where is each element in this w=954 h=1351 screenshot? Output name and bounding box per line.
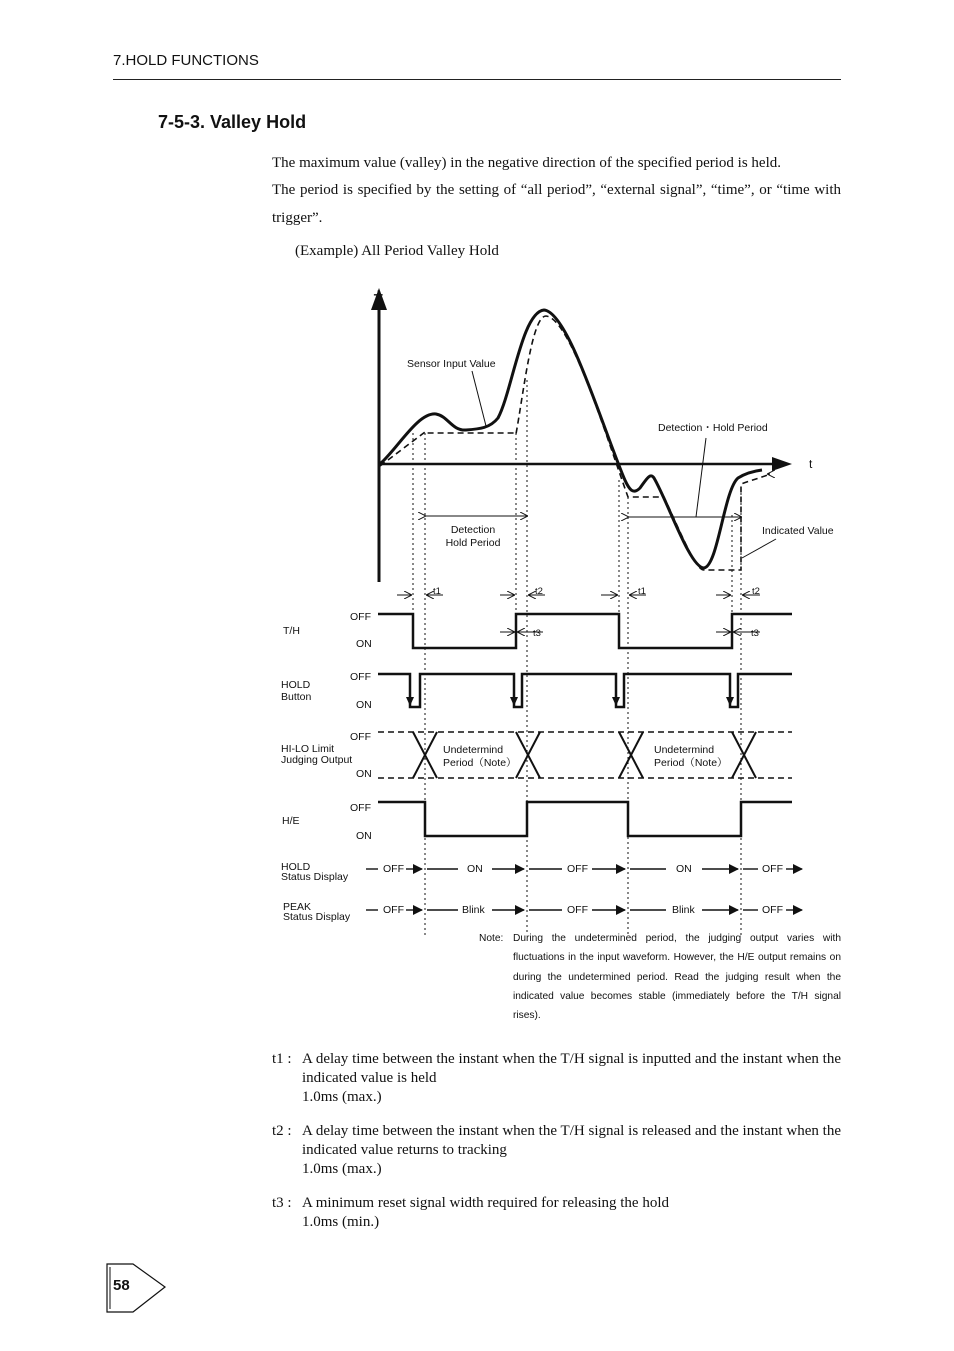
sensor-input-curve [380,310,762,568]
definition-description: A delay time between the instant when the T/H signal is released and the instant when the indicated value returns to tracking [302,1123,841,1158]
definition-description: A delay time between the instant when the T/H signal is inputted and the instant when the indicated value is held [302,1051,841,1086]
indicated-value-leader [742,539,776,558]
hold-button-on-label: ON [356,699,372,711]
undetermined-period-label-1: Period（Note） [443,757,517,769]
undetermined-label-2: Undetermind [654,744,715,756]
hold-button-label-line-2: Button [281,691,312,703]
hold-status-on-1: ON [467,863,483,875]
peak-status-off-2: OFF [567,904,588,916]
undetermined-period-label-2: Period（Note） [654,757,728,769]
definition-value: 1.0ms (max.) [302,1161,382,1177]
diagram-note [479,929,841,1025]
hold-status-label-line-1: HOLD [281,861,311,873]
t1-label-1: t1 [433,586,441,597]
detection-label: Detection [450,524,496,536]
undetermined-label-1: Undetermind [443,744,504,756]
note-text: During the undetermined period, the judging output varies with fluctuations in the input waveform. However, the H/E output remains on during the undetermined period. Read the judging result when the indicated value becomes stable (immediately before the T/H signal rises). [513,933,841,1022]
definition-value: 1.0ms (max.) [302,1089,382,1105]
t2-label-1: t2 [535,586,543,597]
peak-status-off-1: OFF [383,904,404,916]
th-on-label: ON [356,638,372,650]
th-off-label: OFF [350,611,371,623]
he-off-label: OFF [350,802,371,814]
t2-label-2: t2 [752,586,760,597]
intro-line-2: The period is specified by the setting of “all period”, “external signal”, “time”, or “time with trigger”. [272,182,841,226]
hold-status-off-3: OFF [762,863,783,875]
hold-status-off-1: OFF [383,863,404,875]
hold-status-on-2: ON [676,863,692,875]
peak-status-label-line-1: PEAK [283,901,312,913]
running-header: 7.HOLD FUNCTIONS [113,52,259,69]
definition-t1 [272,1050,841,1107]
hilo-label-line-1: HI-LO Limit [281,743,335,755]
definition-value: 1.0ms (min.) [302,1214,380,1230]
page-number: 58 [113,1277,130,1294]
hold-button-arrows [406,697,734,706]
indicated-value-label: Indicated Value [762,525,834,537]
section-title: 7-5-3. Valley Hold [158,112,307,132]
plus-sign: + [373,285,384,305]
he-signal-label: H/E [282,815,300,827]
hold-period-label: Hold Period [445,537,501,549]
th-signal-waveform [378,614,792,648]
peak-status-blink-1: Blink [462,904,485,916]
hilo-off-label: OFF [350,731,371,743]
peak-status-off-3: OFF [762,904,783,916]
definition-t3 [272,1194,841,1232]
definition-term: t2 : [272,1123,292,1139]
definition-term: t1 : [272,1051,292,1067]
he-signal-waveform [378,802,792,836]
definition-t2 [272,1122,841,1179]
sensor-input-leader [472,371,486,426]
axes [371,288,792,582]
example-caption: (Example) All Period Valley Hold [295,243,499,259]
t1-label-2: t1 [638,586,646,597]
hold-button-off-label: OFF [350,671,371,683]
time-axis-arrow [772,457,792,471]
indicated-value-curve [380,316,770,570]
peak-status-label-line-2: Status Display [283,911,351,923]
detection-hold-period-leader [696,438,706,517]
sensor-input-label: Sensor Input Value [407,358,496,370]
time-axis-label: t [809,457,813,471]
hilo-waveform [378,732,792,778]
definition-description: A minimum reset signal width required for releasing the hold [302,1195,670,1211]
hilo-label-line-2: Judging Output [281,754,353,766]
definition-term: t3 : [272,1195,292,1211]
hold-status-off-2: OFF [567,863,588,875]
intro-line-1: The maximum value (valley) in the negative direction of the specified period is held. [272,155,781,171]
he-on-label: ON [356,830,372,842]
peak-status-blink-2: Blink [672,904,695,916]
th-signal-label: T/H [283,625,300,637]
detection-hold-period-label: Detection・Hold Period [658,422,768,434]
hold-button-label-line-1: HOLD [281,679,311,691]
hold-status-label-line-2: Status Display [281,871,349,883]
hilo-on-label: ON [356,768,372,780]
note-label: Note: [479,933,504,944]
t3-label-1: t3 [533,628,541,639]
t3-label-2: t3 [751,628,759,639]
timing-definitions [272,1050,841,1247]
